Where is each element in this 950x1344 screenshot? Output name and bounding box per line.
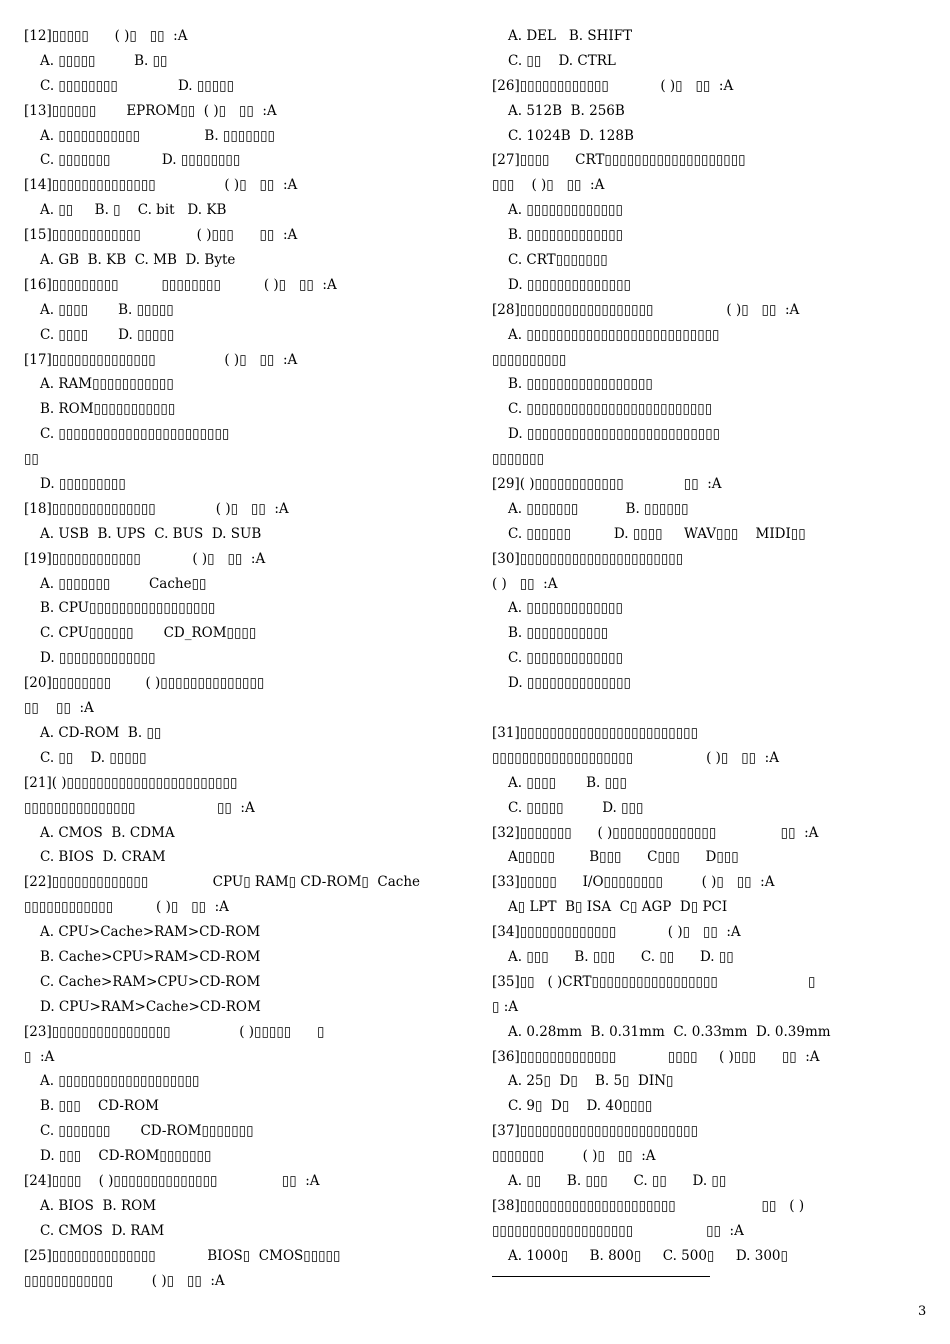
text-line: C. ▯▯ D. ▯▯▯▯▯ xyxy=(40,749,147,766)
text-line: A. ▯▯▯▯▯▯▯▯▯▯▯ B. ▯▯▯▯▯▯▯ xyxy=(40,127,275,144)
text-line: ▯▯▯▯▯▯▯▯▯▯▯▯▯▯▯▯▯▯▯ ( )▯ ▯▯ :A xyxy=(492,749,779,766)
text-line: A. ▯▯▯▯▯ B. ▯▯ xyxy=(40,52,168,69)
text-line: C. ▯▯ D. CTRL xyxy=(508,52,616,69)
text-line: C. ▯▯▯▯ D. ▯▯▯▯▯ xyxy=(40,326,175,343)
text-line: ▯▯▯▯▯▯▯▯▯▯▯▯▯▯▯ ▯▯ :A xyxy=(24,799,255,816)
text-line: A. ▯▯▯▯▯▯▯ Cache▯▯ xyxy=(40,575,207,592)
text-line: C. ▯▯▯▯▯▯▯▯▯▯▯▯▯▯▯▯▯▯▯▯▯▯▯▯▯ xyxy=(508,401,713,418)
text-line: ▯▯▯▯▯▯▯ ( )▯ ▯▯ :A xyxy=(492,1148,656,1165)
text-line: D. ▯▯▯▯▯▯▯▯▯▯▯▯▯▯▯▯▯▯▯▯▯▯▯▯▯▯ xyxy=(508,426,721,443)
text-line: [32]▯▯▯▯▯▯▯ ( )▯▯▯▯▯▯▯▯▯▯▯▯▯▯ ▯▯ :A xyxy=(492,824,819,841)
text-line: A. GB B. KB C. MB D. Byte xyxy=(40,252,236,269)
text-line: ▯ :A xyxy=(492,998,519,1015)
text-line: [21]( )▯▯▯▯▯▯▯▯▯▯▯▯▯▯▯▯▯▯▯▯▯▯▯ xyxy=(24,774,238,791)
text-line: C. ▯▯▯▯▯▯▯ CD-ROM▯▯▯▯▯▯▯ xyxy=(40,1123,254,1140)
text-line: A. 512B B. 256B xyxy=(508,102,625,119)
text-line: [29]( )▯▯▯▯▯▯▯▯▯▯▯▯ ▯▯ :A xyxy=(492,476,722,493)
text-line: B. ▯▯▯▯▯▯▯▯▯▯▯ xyxy=(508,625,609,642)
text-line: B. ROM▯▯▯▯▯▯▯▯▯▯▯ xyxy=(40,401,176,418)
text-line: ▯▯▯▯▯▯▯▯▯▯ xyxy=(492,351,567,368)
text-line: C. CRT▯▯▯▯▯▯▯ xyxy=(508,252,608,269)
text-line: [16]▯▯▯▯▯▯▯▯▯ ▯▯▯▯▯▯▯▯ ( )▯ ▯▯ :A xyxy=(24,276,337,293)
text-line: A. 0.28mm B. 0.31mm C. 0.33mm D. 0.39mm xyxy=(508,1023,831,1040)
text-line: C. ▯▯▯▯▯ D. ▯▯▯ xyxy=(508,799,644,816)
text-line: [14]▯▯▯▯▯▯▯▯▯▯▯▯▯▯ ( )▯ ▯▯ :A xyxy=(24,177,298,194)
text-line: C. 1024B D. 128B xyxy=(508,127,634,144)
text-line: A. ▯▯▯▯▯▯▯▯▯▯▯▯▯ xyxy=(508,600,623,617)
right-column xyxy=(492,24,932,1269)
text-line: [35]▯▯ ( )CRT▯▯▯▯▯▯▯▯▯▯▯▯▯▯▯▯▯ ▯ xyxy=(492,973,816,990)
text-line: B. Cache>CPU>RAM>CD-ROM xyxy=(40,948,261,965)
text-line: D. ▯▯▯▯▯▯▯▯▯▯▯▯▯▯ xyxy=(508,675,631,692)
text-line: [25]▯▯▯▯▯▯▯▯▯▯▯▯▯▯ BIOS▯ CMOS▯▯▯▯▯ xyxy=(24,1247,341,1264)
text-line: A▯ LPT B▯ ISA C▯ AGP D▯ PCI xyxy=(508,899,728,916)
text-line: C. BIOS D. CRAM xyxy=(40,849,166,866)
text-line: B. ▯▯▯▯▯▯▯▯▯▯▯▯▯ xyxy=(508,227,624,244)
page-number: 3 xyxy=(918,1304,927,1319)
text-line: [30]▯▯▯▯▯▯▯▯▯▯▯▯▯▯▯▯▯▯▯▯▯▯ xyxy=(492,550,684,567)
text-line: A. RAM▯▯▯▯▯▯▯▯▯▯▯ xyxy=(40,376,174,393)
text-line: A. ▯▯▯▯▯▯▯▯▯▯▯▯▯▯▯▯▯▯▯ xyxy=(40,1073,200,1090)
text-line: C. CPU▯▯▯▯▯▯ CD_ROM▯▯▯▯ xyxy=(40,625,257,642)
footnote-rule xyxy=(492,1276,710,1277)
text-line: A. CPU>Cache>RAM>CD-ROM xyxy=(40,924,261,941)
text-line: [34]▯▯▯▯▯▯▯▯▯▯▯▯▯ ( )▯ ▯▯ :A xyxy=(492,924,741,941)
text-line: ▯▯▯ ( )▯ ▯▯ :A xyxy=(492,177,605,194)
text-line: A. DEL B. SHIFT xyxy=(508,28,633,44)
text-line: D. CPU>RAM>Cache>CD-ROM xyxy=(40,998,261,1015)
text-line: B. ▯▯▯▯▯▯▯▯▯▯▯▯▯▯▯▯▯ xyxy=(508,376,653,393)
text-line: C. Cache>RAM>CPU>CD-ROM xyxy=(40,973,261,990)
text-line: A. 1000▯ B. 800▯ C. 500▯ D. 300▯ xyxy=(508,1247,788,1264)
text-line: [13]▯▯▯▯▯▯ EPROM▯▯ ( )▯ ▯▯ :A xyxy=(24,102,277,119)
text-line: A. 25▯ D▯ B. 5▯ DIN▯ xyxy=(508,1073,674,1090)
text-line: [22]▯▯▯▯▯▯▯▯▯▯▯▯▯ CPU▯ RAM▯ CD-ROM▯ Cache xyxy=(24,874,421,891)
text-line: [20]▯▯▯▯▯▯▯▯ ( )▯▯▯▯▯▯▯▯▯▯▯▯▯▯ xyxy=(24,675,265,692)
text-line: ▯▯▯▯▯▯▯ xyxy=(492,451,545,468)
text-line: A. ▯▯ B. ▯▯▯ C. ▯▯ D. ▯▯ xyxy=(508,1172,727,1189)
text-line: D. ▯▯▯ CD-ROM▯▯▯▯▯▯▯ xyxy=(40,1148,212,1165)
text-line: B. ▯▯▯ CD-ROM xyxy=(40,1098,159,1115)
text-line: A. ▯▯▯▯ B. ▯▯▯ xyxy=(508,774,627,791)
text-line: [33]▯▯▯▯▯ I/O▯▯▯▯▯▯▯▯ ( )▯ ▯▯ :A xyxy=(492,874,775,891)
text-line: [12]▯▯▯▯▯ ( )▯ ▯▯ :A xyxy=(24,28,188,44)
text-line: ▯▯ xyxy=(24,451,39,468)
text-line: [36]▯▯▯▯▯▯▯▯▯▯▯▯▯ ▯▯▯▯ ( )▯▯▯ ▯▯ :A xyxy=(492,1048,820,1065)
text-line: [38]▯▯▯▯▯▯▯▯▯▯▯▯▯▯▯▯▯▯▯▯▯ ▯▯ ( ) xyxy=(492,1197,805,1214)
text-line: A. CMOS B. CDMA xyxy=(40,824,175,841)
text-line: [28]▯▯▯▯▯▯▯▯▯▯▯▯▯▯▯▯▯▯ ( )▯ ▯▯ :A xyxy=(492,301,800,318)
text-line: A. ▯▯ B. ▯ C. bit D. KB xyxy=(40,202,227,219)
text-line: ▯▯▯▯▯▯▯▯▯▯▯▯▯▯▯▯▯▯▯ ▯▯ :A xyxy=(492,1222,744,1239)
text-line: C. CMOS D. RAM xyxy=(40,1222,165,1239)
text-line: [27]▯▯▯▯ CRT▯▯▯▯▯▯▯▯▯▯▯▯▯▯▯▯▯▯▯ xyxy=(492,152,746,169)
text-line: [23]▯▯▯▯▯▯▯▯▯▯▯▯▯▯▯▯ ( )▯▯▯▯▯ ▯ xyxy=(24,1023,325,1040)
text-line: D. ▯▯▯▯▯▯▯▯▯▯▯▯▯ xyxy=(40,650,156,667)
text-line: ▯▯▯▯▯▯▯▯▯▯▯▯ ( )▯ ▯▯ :A xyxy=(24,899,229,916)
text-line: A. ▯▯▯ B. ▯▯▯ C. ▯▯ D. ▯▯ xyxy=(508,948,734,965)
text-line: C. ▯▯▯▯▯▯▯ D. ▯▯▯▯▯▯▯▯ xyxy=(40,152,241,169)
text-line: [26]▯▯▯▯▯▯▯▯▯▯▯▯ ( )▯ ▯▯ :A xyxy=(492,77,734,94)
text-line: A. ▯▯▯▯▯▯▯▯▯▯▯▯▯ xyxy=(508,202,623,219)
text-line: A. ▯▯▯▯▯▯▯ B. ▯▯▯▯▯▯ xyxy=(508,500,689,517)
text-line: [18]▯▯▯▯▯▯▯▯▯▯▯▯▯▯ ( )▯ ▯▯ :A xyxy=(24,500,289,517)
text-line: [17]▯▯▯▯▯▯▯▯▯▯▯▯▯▯ ( )▯ ▯▯ :A xyxy=(24,351,298,368)
text-line: A. USB B. UPS C. BUS D. SUB xyxy=(40,525,262,542)
text-line: ▯ :A xyxy=(24,1048,55,1065)
text-line: A. ▯▯▯▯▯▯▯▯▯▯▯▯▯▯▯▯▯▯▯▯▯▯▯▯▯▯ xyxy=(508,326,720,343)
text-line: C. ▯▯▯▯▯▯ D. ▯▯▯▯ WAV▯▯▯ MIDI▯▯ xyxy=(508,525,806,542)
text-line: B. CPU▯▯▯▯▯▯▯▯▯▯▯▯▯▯▯▯▯ xyxy=(40,600,216,617)
text-line: A. BIOS B. ROM xyxy=(40,1197,157,1214)
text-line: A. ▯▯▯▯ B. ▯▯▯▯▯ xyxy=(40,301,174,318)
text-line: D. ▯▯▯▯▯▯▯▯▯ xyxy=(40,476,126,493)
text-line: [24]▯▯▯▯ ( )▯▯▯▯▯▯▯▯▯▯▯▯▯▯ ▯▯ :A xyxy=(24,1172,320,1189)
text-line: [19]▯▯▯▯▯▯▯▯▯▯▯▯ ( )▯ ▯▯ :A xyxy=(24,550,266,567)
text-line: D. ▯▯▯▯▯▯▯▯▯▯▯▯▯▯ xyxy=(508,276,631,293)
text-line: [15]▯▯▯▯▯▯▯▯▯▯▯▯ ( )▯▯▯ ▯▯ :A xyxy=(24,227,298,244)
text-line: ▯▯ ▯▯ :A xyxy=(24,700,94,717)
text-line: C. ▯▯▯▯▯▯▯▯▯▯▯▯▯ xyxy=(508,650,624,667)
text-line: C. 9▯ D▯ D. 40▯▯▯▯ xyxy=(508,1098,653,1115)
text-line: C. ▯▯▯▯▯▯▯▯ D. ▯▯▯▯▯ xyxy=(40,77,235,94)
text-line: C. ▯▯▯▯▯▯▯▯▯▯▯▯▯▯▯▯▯▯▯▯▯▯▯ xyxy=(40,426,230,443)
text-line xyxy=(492,696,932,721)
text-line: A▯▯▯▯▯ B▯▯▯ C▯▯▯ D▯▯▯ xyxy=(508,849,739,866)
text-line: ▯▯▯▯▯▯▯▯▯▯▯▯ ( )▯ ▯▯ :A xyxy=(24,1272,225,1289)
text-line: A. CD-ROM B. ▯▯ xyxy=(40,724,162,741)
left-column xyxy=(24,24,464,1293)
text-line: ( ) ▯▯ :A xyxy=(492,575,558,592)
text-line: [37]▯▯▯▯▯▯▯▯▯▯▯▯▯▯▯▯▯▯▯▯▯▯▯▯ xyxy=(492,1123,699,1140)
text-line: [31]▯▯▯▯▯▯▯▯▯▯▯▯▯▯▯▯▯▯▯▯▯▯▯▯ xyxy=(492,724,699,741)
